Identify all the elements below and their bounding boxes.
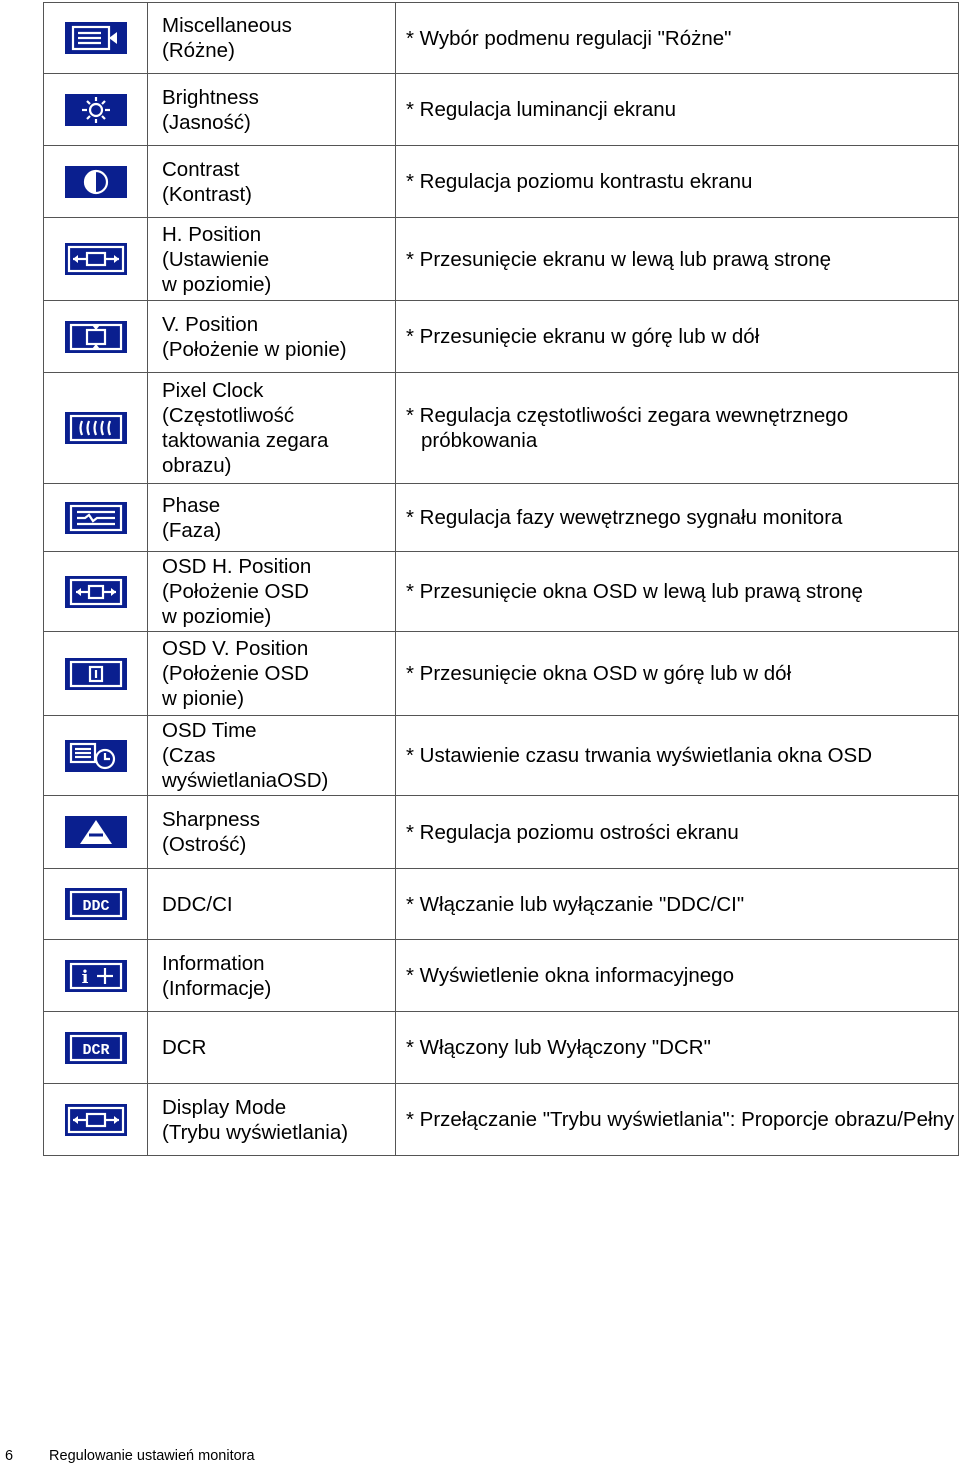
setting-name-line: (Położenie w pionie)	[162, 337, 347, 361]
icon-cell	[44, 716, 148, 796]
table-row	[44, 484, 959, 552]
setting-name-line: (Jasność)	[162, 110, 251, 134]
setting-name-line: (Ostrość)	[162, 833, 247, 856]
setting-description-cell	[396, 632, 959, 716]
setting-name-line: (Czas	[162, 744, 216, 767]
setting-description-cell	[396, 484, 959, 552]
setting-name-line: H. Position	[162, 222, 262, 246]
table-row	[44, 218, 959, 301]
setting-name-line: (Informacje)	[162, 976, 272, 1000]
icon-cell	[44, 3, 148, 74]
setting-name-line: Display Mode	[162, 1095, 287, 1119]
setting-description-cell	[396, 552, 959, 632]
display-mode-icon	[65, 1104, 127, 1136]
setting-description-cell	[396, 74, 959, 146]
setting-description-cell	[396, 716, 959, 796]
setting-name-line: (Różne)	[162, 39, 235, 62]
icon-cell	[44, 940, 148, 1012]
setting-description: * Regulacja poziomu ostrości ekranu	[406, 820, 739, 844]
table-row	[44, 940, 959, 1012]
setting-description-cell	[396, 796, 959, 869]
setting-description: * Regulacja luminancji ekranu	[406, 98, 677, 121]
table-row	[44, 796, 959, 869]
svg-text:i: i	[81, 966, 88, 988]
table-row	[44, 146, 959, 218]
setting-name-cell	[148, 940, 396, 1012]
setting-name-cell	[148, 796, 396, 869]
setting-name-line: Brightness	[162, 85, 259, 109]
setting-name-line: DDC/CI	[162, 892, 233, 916]
setting-description-cell	[396, 940, 959, 1012]
osd-v-position-icon	[65, 658, 127, 690]
setting-name-line: Miscellaneous	[162, 14, 292, 37]
setting-name-cell	[148, 74, 396, 146]
setting-name-line: wyświetlaniaOSD)	[162, 769, 329, 792]
setting-name-line: OSD V. Position	[162, 637, 309, 660]
table-row	[44, 301, 959, 373]
setting-name-cell	[148, 146, 396, 218]
setting-name-line: Sharpness	[162, 808, 261, 831]
table-row	[44, 552, 959, 632]
setting-description: * Włączony lub Wyłączony "DCR"	[406, 1036, 711, 1059]
icon-cell	[44, 301, 148, 373]
setting-name-cell	[148, 373, 396, 484]
setting-name-cell	[148, 301, 396, 373]
setting-name-cell	[148, 552, 396, 632]
setting-name-line: Phase	[162, 493, 221, 517]
setting-name-line: obrazu)	[162, 454, 232, 477]
setting-description: * Regulacja fazy wewętrznego sygnału monitora	[406, 506, 843, 529]
setting-description: * Wyświetlenie okna informacyjnego	[406, 964, 734, 987]
setting-name-line: OSD H. Position	[162, 555, 312, 578]
setting-name-line: V. Position	[162, 312, 259, 336]
setting-name-line: OSD Time	[162, 719, 257, 742]
icon-cell	[44, 373, 148, 484]
osd-menu-table	[43, 2, 959, 1156]
table-row	[44, 1012, 959, 1084]
svg-text:DCR: DCR	[81, 1041, 110, 1059]
icon-cell	[44, 146, 148, 218]
contrast-icon	[65, 166, 127, 198]
setting-description: * Przełączanie "Trybu wyświetlania": Proporcje obrazu/Pełny	[406, 1108, 955, 1131]
setting-name-line: Information	[162, 951, 265, 975]
setting-name-cell	[148, 716, 396, 796]
table-row	[44, 716, 959, 796]
svg-text:DDC: DDC	[81, 898, 110, 915]
setting-description: * Ustawienie czasu trwania wyświetlania okna OSD	[406, 744, 873, 767]
setting-description: * Przesunięcie okna OSD w górę lub w dół	[406, 662, 792, 685]
setting-description: * Wybór podmenu regulacji "Różne"	[406, 26, 732, 50]
setting-description: * Przesunięcie okna OSD w lewą lub prawą stronę	[406, 580, 863, 603]
pixel-clock-icon	[65, 412, 127, 444]
setting-description-cell	[396, 301, 959, 373]
setting-description-cell	[396, 218, 959, 301]
setting-name-cell	[148, 1084, 396, 1156]
setting-name-cell	[148, 632, 396, 716]
h-position-icon	[65, 243, 127, 275]
table-row	[44, 3, 959, 74]
setting-name-line: Pixel Clock	[162, 379, 264, 402]
setting-name-line: w poziomie)	[162, 605, 272, 628]
dcr-icon	[65, 1032, 127, 1064]
misc-icon	[65, 22, 127, 54]
setting-description-cell	[396, 1012, 959, 1084]
table-row	[44, 1084, 959, 1156]
page-number: 6	[5, 1448, 14, 1464]
brightness-icon	[65, 94, 127, 126]
setting-name-line: (Kontrast)	[162, 182, 252, 206]
setting-description-cell	[396, 3, 959, 74]
icon-cell	[44, 1084, 148, 1156]
setting-name-line: (Położenie OSD	[162, 580, 309, 603]
setting-description-cell	[396, 373, 959, 484]
setting-name-cell	[148, 484, 396, 552]
setting-description-cell	[396, 1084, 959, 1156]
setting-description: * Przesunięcie ekranu w górę lub w dół	[406, 325, 760, 348]
icon-cell	[44, 1012, 148, 1084]
setting-name-cell	[148, 3, 396, 74]
table-row	[44, 632, 959, 716]
setting-description: * Włączanie lub wyłączanie "DDC/CI"	[406, 892, 745, 916]
osd-h-position-icon	[65, 576, 127, 608]
setting-name-cell	[148, 218, 396, 301]
setting-name-line: w pionie)	[162, 687, 245, 710]
table-row	[44, 74, 959, 146]
sharpness-icon	[65, 816, 127, 848]
icon-cell	[44, 484, 148, 552]
setting-name-line: DCR	[162, 1036, 207, 1059]
setting-name-line: (Częstotliwość	[162, 404, 295, 427]
icon-cell	[44, 218, 148, 301]
setting-description-cell	[396, 146, 959, 218]
table-row	[44, 869, 959, 940]
setting-name-line: (Położenie OSD	[162, 662, 309, 685]
setting-description: * Regulacja poziomu kontrastu ekranu	[406, 170, 753, 193]
v-position-icon	[65, 321, 127, 353]
setting-name-line: (Trybu wyświetlania)	[162, 1120, 349, 1144]
phase-icon	[65, 502, 127, 534]
setting-name-cell	[148, 869, 396, 940]
osd-time-icon	[65, 740, 127, 772]
information-icon	[65, 960, 127, 992]
setting-name-line: w poziomie)	[162, 272, 272, 296]
icon-cell	[44, 74, 148, 146]
icon-cell	[44, 796, 148, 869]
setting-name-line: (Faza)	[162, 518, 222, 542]
setting-description: * Regulacja częstotliwości zegara wewnętrznego próbkowania	[406, 404, 849, 452]
setting-name-cell	[148, 1012, 396, 1084]
icon-cell	[44, 869, 148, 940]
setting-description-cell	[396, 869, 959, 940]
ddc-ci-icon	[65, 888, 127, 920]
page-footer	[5, 1448, 255, 1464]
table-row	[44, 373, 959, 484]
section-title: Regulowanie ustawień monitora	[49, 1448, 255, 1464]
icon-cell	[44, 552, 148, 632]
setting-name-line: Contrast	[162, 157, 240, 181]
setting-name-line: (Ustawienie	[162, 247, 270, 271]
setting-name-line: taktowania zegara	[162, 429, 329, 452]
icon-cell	[44, 632, 148, 716]
setting-description: * Przesunięcie ekranu w lewą lub prawą stronę	[406, 247, 832, 271]
